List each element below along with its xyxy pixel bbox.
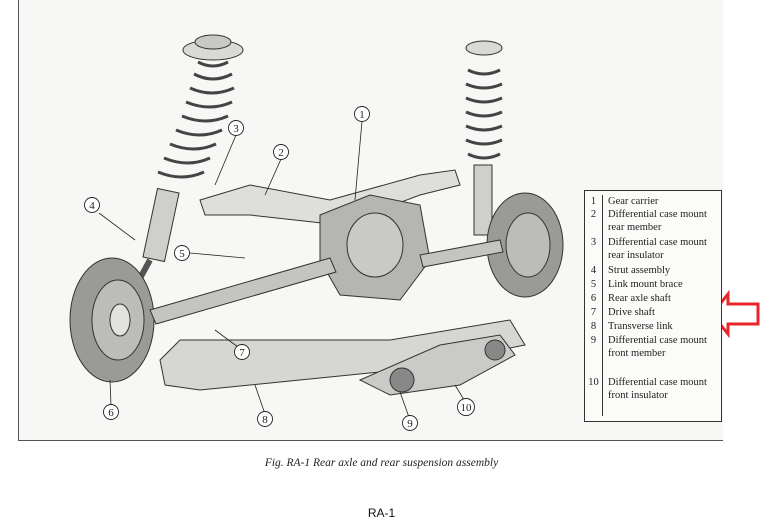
- callout-label: 5: [179, 248, 185, 260]
- legend-label: Gear carrier: [608, 196, 659, 207]
- callout-label: 4: [89, 200, 95, 212]
- legend-item: [585, 334, 721, 376]
- callout-7: [235, 345, 250, 360]
- legend-item: [585, 278, 721, 292]
- callout-label: 8: [262, 414, 268, 426]
- legend-label: Differential case mount rear member: [608, 209, 707, 233]
- page-number: RA-1: [367, 506, 396, 520]
- legend-label: Link mount brace: [608, 279, 683, 290]
- legend-item: [585, 195, 721, 208]
- legend-label: Strut assembly: [608, 265, 671, 276]
- callout-9: [403, 416, 418, 431]
- callout-label: 1: [359, 109, 365, 121]
- legend-item: [585, 236, 721, 264]
- legend-item: [585, 264, 721, 278]
- legend-number: 6: [585, 292, 603, 306]
- right-strut-assembly: [466, 41, 502, 235]
- callout-8: [258, 412, 273, 427]
- legend-item: [585, 320, 721, 334]
- callout-4: [85, 198, 100, 213]
- callout-label: 3: [233, 123, 239, 135]
- legend-item: [585, 208, 721, 236]
- legend-label: Differential case mount front member: [608, 335, 707, 359]
- callout-5: [175, 246, 190, 261]
- callout-2: [274, 145, 289, 160]
- legend-label: Rear axle shaft: [608, 293, 671, 304]
- callout-3: [229, 121, 244, 136]
- left-strut-assembly: [128, 35, 243, 300]
- figure-caption: Fig. RA-1 Rear axle and rear suspension assembly: [264, 457, 499, 469]
- legend-item: [585, 376, 721, 416]
- callout-label: 10: [460, 402, 472, 414]
- parts-legend: [584, 190, 722, 422]
- legend-number: 7: [585, 306, 603, 320]
- legend-number: 10: [585, 376, 603, 416]
- legend-number: 4: [585, 264, 603, 278]
- legend-item: [585, 292, 721, 306]
- legend-label: Differential case mount rear insulator: [608, 237, 707, 261]
- left-brake-drum: [70, 258, 154, 382]
- legend-number: 2: [585, 208, 603, 236]
- callout-label: 9: [407, 418, 413, 430]
- legend-label: Differential case mount front insulator: [608, 377, 707, 401]
- legend-label: Drive shaft: [608, 307, 655, 318]
- legend-item: [585, 306, 721, 320]
- legend-label: Transverse link: [608, 321, 673, 332]
- callout-10: [458, 399, 475, 416]
- legend-number: 5: [585, 278, 603, 292]
- legend-number: 9: [585, 334, 603, 376]
- callout-label: 6: [108, 407, 114, 419]
- gear-carrier: [320, 195, 430, 300]
- callout-label: 7: [239, 347, 245, 359]
- callout-1: [355, 107, 370, 122]
- callout-label: 2: [278, 147, 284, 159]
- legend-number: 1: [585, 195, 603, 208]
- legend-number: 3: [585, 236, 603, 264]
- legend-number: 8: [585, 320, 603, 334]
- callout-6: [104, 405, 119, 420]
